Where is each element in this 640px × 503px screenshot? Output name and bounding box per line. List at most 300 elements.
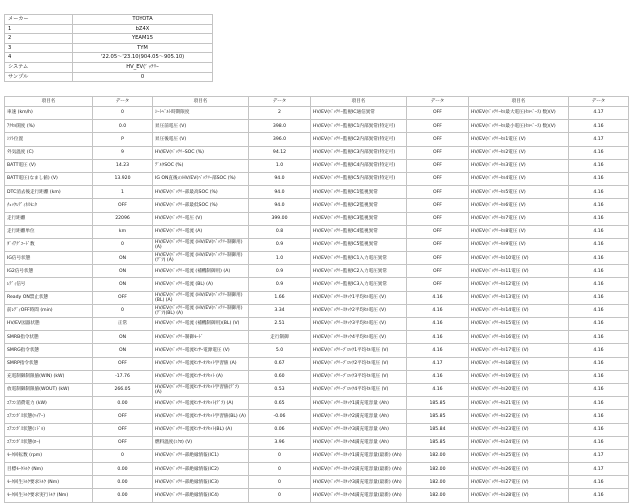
item-value-cell: 0 <box>93 107 153 120</box>
item-value-cell: 4.16 <box>407 291 469 304</box>
item-value-cell: OFF <box>407 120 469 133</box>
item-value-cell: 4.16 <box>569 344 629 357</box>
item-value-cell: 0.00 <box>93 463 153 476</box>
item-value-cell: 4.16 <box>569 278 629 291</box>
item-name-cell: HV/EV(ﾊﾞｯﾃﾘｰｾﾙ7電圧 (V) <box>469 212 569 225</box>
table-row <box>5 291 629 304</box>
item-value-cell: 94.0 <box>249 186 311 199</box>
item-value-cell: 4.16 <box>569 489 629 502</box>
item-name-cell: HV/EV(ﾊﾞｯﾃﾘｰｾﾙ2電圧 (V) <box>469 146 569 159</box>
item-name-cell: HV/EV(ﾊﾞｯﾃﾘｰｾﾙ6電圧 (V) <box>469 199 569 212</box>
item-value-cell: 4.16 <box>407 331 469 344</box>
item-value-cell: 0.00 <box>93 489 153 502</box>
item-name-cell: 燃料温度(ﾐｸﾛ) (V) <box>153 436 249 449</box>
table-row <box>5 212 629 225</box>
item-value-cell: 399.00 <box>249 212 311 225</box>
item-name-cell: HV/EV(ﾊﾞｯﾃﾘｰ電流 (BL) (A) <box>153 278 249 291</box>
diagnostic-data-table <box>4 96 629 503</box>
item-value-cell: 4.17 <box>569 449 629 462</box>
item-name-cell: HV/EV(ﾊﾞｯﾃﾘｰｾﾙ12電圧 (V) <box>469 278 569 291</box>
table-row <box>5 133 629 146</box>
item-value-cell: 4.16 <box>407 318 469 331</box>
item-value-cell: OFF <box>93 423 153 436</box>
item-value-cell: ON <box>93 331 153 344</box>
item-name-cell: HV/EV(ﾊﾞｯﾃﾘｰｾﾙ28電圧 (V) <box>469 489 569 502</box>
vehicle-info-table <box>4 14 213 82</box>
item-name-cell: HV/EV(ﾊﾞｯﾃﾘｰ部最低SOC (%) <box>153 199 249 212</box>
item-value-cell: 0 <box>93 238 153 251</box>
info-row <box>5 24 213 34</box>
item-value-cell: 2 <box>249 107 311 120</box>
info-value: TOYOTA <box>73 15 213 25</box>
item-name-cell: HV/EV(ﾊﾞｯﾃﾘｰｽﾀｯｸ1満充電容量 (Ah) <box>311 397 407 410</box>
item-value-cell: 4.16 <box>569 383 629 396</box>
table-row <box>5 357 629 370</box>
item-name-cell: HV/EV図器状態 <box>5 318 93 331</box>
item-value-cell: 4.16 <box>569 291 629 304</box>
item-value-cell: 94.0 <box>249 172 311 185</box>
item-name-cell: HV/EV(ﾊﾞｯﾃﾘｰ部最高SOC (%) <box>153 186 249 199</box>
item-name-cell: HV/EV(ﾊﾞｯﾃﾘｰｾﾙ26電圧 (V) <box>469 463 569 476</box>
item-value-cell: 4.16 <box>569 476 629 489</box>
item-value-cell: km <box>93 225 153 238</box>
item-value-cell: 94.0 <box>249 199 311 212</box>
item-value-cell: ON <box>93 344 153 357</box>
item-value-cell: 4.16 <box>569 212 629 225</box>
item-value-cell: OFF <box>407 133 469 146</box>
item-name-cell: ｴｱｺﾝｶﾞｽ状態(ﾛｰ) <box>5 436 93 449</box>
item-value-cell: 0 <box>93 449 153 462</box>
item-value-cell: 1.0 <box>249 159 311 172</box>
item-name-cell: HV/EV(ﾊﾞｯﾃﾘｰ電流 (補機制御用)(BL) (V) <box>153 318 249 331</box>
table-row <box>5 107 629 120</box>
item-value-cell: 0.0 <box>93 120 153 133</box>
item-value-cell: 398.0 <box>249 120 311 133</box>
table-row <box>5 265 629 278</box>
item-value-cell: 4.16 <box>569 397 629 410</box>
info-key: メーカー <box>5 15 73 25</box>
item-name-cell: 目標ﾓｰﾀﾄﾙｸ (Nm) <box>5 463 93 476</box>
item-name-cell: ﾁｪｯｸﾚﾃﾞｨﾈｽﾓﾆﾀ <box>5 199 93 212</box>
info-row <box>5 34 213 44</box>
item-value-cell: 4.16 <box>569 225 629 238</box>
table-row <box>5 370 629 383</box>
item-name-cell: HV/EV(ﾊﾞｯﾃﾘｰ電流ｾﾝｻｰｵﾌｾｯﾄ学習値 (A) <box>153 357 249 370</box>
item-name-cell: 放電制御制限値(WOUT) (kW) <box>5 383 93 396</box>
item-value-cell: 182.00 <box>407 476 469 489</box>
item-name-cell: 昇圧後電圧 (V) <box>153 133 249 146</box>
item-value-cell: OFF <box>407 238 469 251</box>
item-value-cell: ON <box>93 265 153 278</box>
item-name-cell: HV/EV(ﾊﾞｯﾃﾘｰｾﾙ23電圧 (V) <box>469 423 569 436</box>
info-row <box>5 15 213 25</box>
item-value-cell: OFF <box>407 186 469 199</box>
item-value-cell: 4.16 <box>569 172 629 185</box>
item-value-cell: OFF <box>407 159 469 172</box>
item-value-cell: 4.16 <box>569 357 629 370</box>
item-value-cell: ON <box>93 252 153 265</box>
item-name-cell: HV/EV(ﾊﾞｯﾃﾘｰｾﾙ22電圧 (V) <box>469 410 569 423</box>
table-row <box>5 318 629 331</box>
item-value-cell: OFF <box>407 212 469 225</box>
item-name-cell: HV/EV(ﾊﾞｯﾃﾘｰ電流ｾﾝｻｰ電源電圧 (V) <box>153 344 249 357</box>
item-name-cell: HV/EV(ﾊﾞｯﾃﾘｰｾﾙ24電圧 (V) <box>469 436 569 449</box>
table-row <box>5 449 629 462</box>
item-name-cell: HV/EV(ﾊﾞｯﾃﾘｰﾌﾞﾛｯｸ2平均ｾﾙ電圧 (V) <box>311 357 407 370</box>
item-name-cell: HV/EV(ﾊﾞｯﾃﾘｰ監視IC4監視異常 <box>311 225 407 238</box>
info-row <box>5 53 213 63</box>
item-value-cell: 0.9 <box>249 238 311 251</box>
item-name-cell: HV/EV(ﾊﾞｯﾃﾘｰｽﾀｯｸ3満充電容量 (Ah) <box>311 423 407 436</box>
table-row <box>5 463 629 476</box>
item-name-cell: HV/EV(ﾊﾞｯﾃﾘｰｾﾙ最小電圧(ｾﾙﾍﾞｰｽ) 数)(V) <box>469 120 569 133</box>
info-key: 2 <box>5 34 73 44</box>
item-name-cell: HV/EV(ﾊﾞｯﾃﾘｰｾﾙ17電圧 (V) <box>469 344 569 357</box>
item-value-cell: 4.16 <box>569 436 629 449</box>
item-name-cell: HV/EV(ﾊﾞｯﾃﾘｰ監視IC2監視異常 <box>311 199 407 212</box>
info-value: '22.05〜'23.10(904.05〜905.10) <box>73 53 213 63</box>
info-value: 0 <box>73 72 213 82</box>
item-value-cell: 4.16 <box>569 120 629 133</box>
info-value: HV_EV(ʼ ｯﾃﾘｰ <box>73 62 213 72</box>
item-value-cell: 4.16 <box>569 252 629 265</box>
item-name-cell: HV/EV(ﾊﾞｯﾃﾘｰSOC (%) <box>153 146 249 159</box>
item-name-cell: HV/EV(ﾊﾞｯﾃﾘｰﾌﾞﾛｯｸ3平均ｾﾙ電圧 (V) <box>311 370 407 383</box>
info-value: TYM <box>73 43 213 53</box>
item-value-cell: 0 <box>93 304 153 317</box>
item-name-cell: HV/EV(ﾊﾞｯﾃﾘｰ電流 (補機制御用) (A) <box>153 265 249 278</box>
item-value-cell: 3.34 <box>249 304 311 317</box>
table-row <box>5 397 629 410</box>
info-row <box>5 72 213 82</box>
item-name-cell: 前ﾚﾃﾞｨOFF時間 (min) <box>5 304 93 317</box>
item-name-cell: HV/EV(ﾊﾞｯﾃﾘｰ監視IC1監視異常 <box>311 186 407 199</box>
item-name-cell: HV/EV(ﾊﾞｯﾃﾘｰｾﾙ20電圧 (V) <box>469 383 569 396</box>
column-header-data: データ <box>569 97 629 107</box>
table-row <box>5 304 629 317</box>
item-value-cell: OFF <box>407 107 469 120</box>
item-value-cell: OFF <box>93 436 153 449</box>
table-row <box>5 225 629 238</box>
item-name-cell: HV/EV(ﾊﾞｯﾃﾘｰｽﾀｯｸ4平均ｾﾙ電圧 (V) <box>311 331 407 344</box>
info-value: YEAM15 <box>73 34 213 44</box>
item-name-cell: HV/EV(ﾊﾞｯﾃﾘｰｽﾀｯｸ2満充電容量(最新) (Ah) <box>311 463 407 476</box>
info-row <box>5 62 213 72</box>
item-name-cell: HV/EV(ﾊﾞｯﾃﾘｰｽﾀｯｸ3満充電容量(最新) (Ah) <box>311 476 407 489</box>
item-name-cell: IG ON直後のHV/EV(ﾊﾞｯﾃﾘｰ部SOC (%) <box>153 172 249 185</box>
item-value-cell: ON <box>93 278 153 291</box>
item-name-cell: HV/EV(ﾊﾞｯﾃﾘｰ部絶縁情報(IC1) <box>153 449 249 462</box>
item-name-cell: 充電制御制限値(WIN) (kW) <box>5 370 93 383</box>
item-value-cell: 4.16 <box>407 383 469 396</box>
item-value-cell: 1.66 <box>249 291 311 304</box>
item-name-cell: HV/EV(ﾊﾞｯﾃﾘｰ監視IC2内部異常(特定可) <box>311 133 407 146</box>
item-name-cell: ｴｱｺﾝ消費電力 (kW) <box>5 397 93 410</box>
vehicle-info-body <box>5 15 213 82</box>
item-name-cell: 走行距離単位 <box>5 225 93 238</box>
item-value-cell: OFF <box>93 410 153 423</box>
table-row <box>5 383 629 396</box>
item-value-cell: 4.16 <box>569 146 629 159</box>
item-name-cell: HV/EV(ﾊﾞｯﾃﾘｰｾﾙ11電圧 (V) <box>469 265 569 278</box>
item-name-cell: HV/EV(ﾊﾞｯﾃﾘｰｾﾙ5電圧 (V) <box>469 186 569 199</box>
item-name-cell: HV/EV(ﾊﾞｯﾃﾘｰ監視IC4内部異常(特定可) <box>311 159 407 172</box>
item-name-cell: HV/EV(ﾊﾞｯﾃﾘｰ電流 (A) <box>153 225 249 238</box>
item-value-cell: 4.16 <box>569 265 629 278</box>
item-name-cell: ﾀﾞｲｱｸﾞｺｰﾄﾞ数 <box>5 238 93 251</box>
item-name-cell: ｱｸｾﾙ開度 (%) <box>5 120 93 133</box>
item-value-cell: OFF <box>407 252 469 265</box>
item-value-cell: 9 <box>93 146 153 159</box>
item-value-cell: OFF <box>407 278 469 291</box>
info-key: システム <box>5 62 73 72</box>
info-value: bZ4X <box>73 24 213 34</box>
item-name-cell: HV/EV(ﾊﾞｯﾃﾘｰｾﾙ最大電圧(ｾﾙﾍﾞｰｽ) 数)(V) <box>469 107 569 120</box>
item-name-cell: 昇圧前電圧 (V) <box>153 120 249 133</box>
item-name-cell: ｼﾌﾄ位置 <box>5 133 93 146</box>
diagnostic-data-body <box>5 107 629 503</box>
item-name-cell: HV/EV(ﾊﾞｯﾃﾘｰ監視IC通信異常 <box>311 107 407 120</box>
item-value-cell: 4.16 <box>569 238 629 251</box>
item-name-cell: BATT電圧 (V) <box>5 159 93 172</box>
item-value-cell: 396.0 <box>249 133 311 146</box>
item-value-cell: 0 <box>249 463 311 476</box>
item-name-cell: HV/EV(ﾊﾞｯﾃﾘｰ監視IC3内部異常(特定可) <box>311 146 407 159</box>
info-key: サンプル <box>5 72 73 82</box>
item-name-cell: ﾓｰﾀ回生ﾄﾙｸ要求ﾄﾙｸ (Nm) <box>5 476 93 489</box>
item-name-cell: HV/EV(ﾊﾞｯﾃﾘｰｾﾙ9電圧 (V) <box>469 238 569 251</box>
item-value-cell: 185.85 <box>407 410 469 423</box>
item-name-cell: BATT電圧(なまし値) (V) <box>5 172 93 185</box>
item-name-cell: HV/EV(ﾊﾞｯﾃﾘｰ部絶縁情報(IC2) <box>153 463 249 476</box>
table-row <box>5 278 629 291</box>
item-value-cell: 0.9 <box>249 265 311 278</box>
table-row <box>5 489 629 502</box>
item-value-cell: 走行制御 <box>249 331 311 344</box>
table-header-row <box>5 97 629 107</box>
item-value-cell: 2.51 <box>249 318 311 331</box>
item-value-cell: 4.16 <box>569 370 629 383</box>
item-value-cell: 182.00 <box>407 449 469 462</box>
item-value-cell: 4.16 <box>569 199 629 212</box>
item-name-cell: HV/EV(ﾊﾞｯﾃﾘｰ部絶縁情報(IC3) <box>153 476 249 489</box>
column-header-data: データ <box>407 97 469 107</box>
item-name-cell: HV/EV(ﾊﾞｯﾃﾘｰｽﾀｯｸ3平均ｾﾙ電圧 (V) <box>311 318 407 331</box>
item-name-cell: HV/EV(ﾊﾞｯﾃﾘｰ電流ｾﾝｻｰｵﾌｾｯﾄ(BL) (A) <box>153 423 249 436</box>
table-row <box>5 172 629 185</box>
item-name-cell: ﾓｰﾀ回転数 (rpm) <box>5 449 93 462</box>
item-value-cell: 4.16 <box>569 331 629 344</box>
item-name-cell: HV/EV(ﾊﾞｯﾃﾘｰｾﾙ1電圧 (V) <box>469 133 569 146</box>
item-name-cell: HV/EV(ﾊﾞｯﾃﾘｰ電流 (HV/EV(ﾊﾞｯﾃﾘｰ制御用)(BL) (A) <box>153 291 249 304</box>
item-value-cell: OFF <box>407 199 469 212</box>
column-header-item: 項目名 <box>153 97 249 107</box>
item-value-cell: OFF <box>93 291 153 304</box>
item-name-cell: HV/EV(ﾊﾞｯﾃﾘｰｾﾙ19電圧 (V) <box>469 370 569 383</box>
item-name-cell: ﾃﾞﾙﾀSOC (%) <box>153 159 249 172</box>
item-value-cell: 3.96 <box>249 436 311 449</box>
item-name-cell: SMRG指令状態 <box>5 344 93 357</box>
item-name-cell: HV/EV(ﾊﾞｯﾃﾘｰｾﾙ8電圧 (V) <box>469 225 569 238</box>
item-value-cell: 4.16 <box>569 304 629 317</box>
item-value-cell: P <box>93 133 153 146</box>
item-name-cell: HV/EV(ﾊﾞｯﾃﾘｰ監視IC3入力電圧異常 <box>311 278 407 291</box>
item-value-cell: 4.17 <box>569 107 629 120</box>
table-row <box>5 120 629 133</box>
item-value-cell: 0.53 <box>249 383 311 396</box>
info-key: 1 <box>5 24 73 34</box>
item-value-cell: 0.9 <box>249 278 311 291</box>
item-name-cell: HV/EV(ﾊﾞｯﾃﾘｰｽﾀｯｸ4満充電容量 (Ah) <box>311 436 407 449</box>
item-value-cell: 4.16 <box>569 410 629 423</box>
item-name-cell: 車速 (km/h) <box>5 107 93 120</box>
table-row <box>5 331 629 344</box>
item-name-cell: HV/EV(ﾊﾞｯﾃﾘｰ監視IC5内部異常(特定可) <box>311 172 407 185</box>
item-value-cell: -17.76 <box>93 370 153 383</box>
item-name-cell: HV/EV(ﾊﾞｯﾃﾘｰ監視IC1内部異常(特定可) <box>311 120 407 133</box>
item-value-cell: 13.920 <box>93 172 153 185</box>
item-value-cell: 4.16 <box>569 318 629 331</box>
item-value-cell: 0.60 <box>249 370 311 383</box>
item-name-cell: HV/EV(ﾊﾞｯﾃﾘｰ電流ｾﾝｻｰｵﾌｾｯﾄ学習値(BL) (A) <box>153 410 249 423</box>
item-value-cell: 185.84 <box>407 423 469 436</box>
item-name-cell: HV/EV(ﾊﾞｯﾃﾘｰｾﾙ4電圧 (V) <box>469 172 569 185</box>
item-name-cell: IG2信号状態 <box>5 265 93 278</box>
item-value-cell: 266.05 <box>93 383 153 396</box>
item-value-cell: 0.00 <box>93 397 153 410</box>
item-name-cell: ﾚﾃﾞｨ信号 <box>5 278 93 291</box>
column-header-item: 項目名 <box>5 97 93 107</box>
info-key: 3 <box>5 43 73 53</box>
item-value-cell: 182.00 <box>407 463 469 476</box>
item-value-cell: 4.17 <box>569 133 629 146</box>
table-row <box>5 252 629 265</box>
item-name-cell: HV/EV(ﾊﾞｯﾃﾘｰ電流ｾﾝｻｰｵﾌｾｯﾄ学習値(ﾃﾞﾌ) (A) <box>153 383 249 396</box>
item-value-cell: 14.23 <box>93 159 153 172</box>
table-row <box>5 186 629 199</box>
item-name-cell: HV/EV(ﾊﾞｯﾃﾘｰｽﾀｯｸ1満充電容量(最新) (Ah) <box>311 449 407 462</box>
column-header-item: 項目名 <box>469 97 569 107</box>
item-name-cell: HV/EV(ﾊﾞｯﾃﾘｰ監視IC2入力電圧異常 <box>311 265 407 278</box>
item-name-cell: HV/EV(ﾊﾞｯﾃﾘｰｾﾙ27電圧 (V) <box>469 476 569 489</box>
item-name-cell: SMRB指令状態 <box>5 331 93 344</box>
item-name-cell: HV/EV(ﾊﾞｯﾃﾘｰｾﾙ25電圧 (V) <box>469 449 569 462</box>
item-value-cell: 4.16 <box>569 423 629 436</box>
item-value-cell: 4.16 <box>407 344 469 357</box>
table-row <box>5 344 629 357</box>
item-name-cell: HV/EV(ﾊﾞｯﾃﾘｰｾﾙ21電圧 (V) <box>469 397 569 410</box>
item-value-cell: 0.8 <box>249 225 311 238</box>
item-name-cell: 走行距離 <box>5 212 93 225</box>
item-value-cell: 182.00 <box>407 489 469 502</box>
table-row <box>5 146 629 159</box>
item-name-cell: HV/EV(ﾊﾞｯﾃﾘｰｾﾙ3電圧 (V) <box>469 159 569 172</box>
item-value-cell: 4.16 <box>569 159 629 172</box>
item-name-cell: 外気温度 (C) <box>5 146 93 159</box>
item-name-cell: HV/EV(ﾊﾞｯﾃﾘｰｾﾙ14電圧 (V) <box>469 304 569 317</box>
table-row <box>5 436 629 449</box>
item-name-cell: HV/EV(ﾊﾞｯﾃﾘｰﾌﾞﾛｯｸ1平均ｾﾙ電圧 (V) <box>311 344 407 357</box>
table-row <box>5 476 629 489</box>
item-name-cell: SMRP指令状態 <box>5 357 93 370</box>
item-value-cell: 1 <box>93 186 153 199</box>
item-name-cell: HV/EV(ﾊﾞｯﾃﾘｰｾﾙ16電圧 (V) <box>469 331 569 344</box>
item-value-cell: 0 <box>249 476 311 489</box>
item-name-cell: HV/EV(ﾊﾞｯﾃﾘｰ電流ｾﾝｻｰｵﾌｾｯﾄ (A) <box>153 370 249 383</box>
item-value-cell: OFF <box>407 225 469 238</box>
item-value-cell: 0.67 <box>249 357 311 370</box>
item-value-cell: OFF <box>93 199 153 212</box>
item-value-cell: OFF <box>93 357 153 370</box>
item-value-cell: 0.65 <box>249 397 311 410</box>
item-value-cell: 185.85 <box>407 397 469 410</box>
item-value-cell: 4.16 <box>569 186 629 199</box>
item-value-cell: 185.85 <box>407 436 469 449</box>
table-row <box>5 159 629 172</box>
item-value-cell: 1.0 <box>249 252 311 265</box>
item-name-cell: HV/EV(ﾊﾞｯﾃﾘｰ電圧 (V) <box>153 212 249 225</box>
item-value-cell: OFF <box>407 265 469 278</box>
item-name-cell: HV/EV(ﾊﾞｯﾃﾘｰｾﾙ15電圧 (V) <box>469 318 569 331</box>
info-row <box>5 43 213 53</box>
info-key: 4 <box>5 53 73 63</box>
item-name-cell: ｴｱｺﾝｶﾞｽ状態(ﾐﾄﾞﾙ) <box>5 423 93 436</box>
item-name-cell: HV/EV(ﾊﾞｯﾃﾘｰｽﾀｯｸ2平均ｾﾙ電圧 (V) <box>311 304 407 317</box>
item-name-cell: HV/EV(ﾊﾞｯﾃﾘｰ監視IC1入力電圧異常 <box>311 252 407 265</box>
item-name-cell: ｴｱｺﾝｶﾞｽ状態(ﾊｲｱｰ) <box>5 410 93 423</box>
item-name-cell: ﾓｰﾀ回生ﾄﾙｸ要求実行ﾄﾙｸ (Nm) <box>5 489 93 502</box>
table-row <box>5 410 629 423</box>
item-value-cell: 0.00 <box>93 476 153 489</box>
item-value-cell: 0 <box>249 489 311 502</box>
item-name-cell: HV/EV(ﾊﾞｯﾃﾘｰ制御ﾓｰﾄﾞ <box>153 331 249 344</box>
item-value-cell: 4.16 <box>407 370 469 383</box>
item-name-cell: HV/EV(ﾊﾞｯﾃﾘｰｽﾀｯｸ1平均ｾﾙ電圧 (V) <box>311 291 407 304</box>
item-name-cell: HV/EV(ﾊﾞｯﾃﾘｰ部絶縁情報(IC4) <box>153 489 249 502</box>
item-value-cell: 4.16 <box>407 304 469 317</box>
item-value-cell: 0.06 <box>249 423 311 436</box>
item-name-cell: HV/EV(ﾊﾞｯﾃﾘｰ電流 (HV/EV(ﾊﾞｯﾃﾘｰ制御用) (A) <box>153 238 249 251</box>
item-value-cell: OFF <box>407 146 469 159</box>
item-name-cell: HV/EV(ﾊﾞｯﾃﾘｰ電流 (HV/EV(ﾊﾞｯﾃﾘｰ制御用)(ﾃﾞﾌ)(BL) (A) <box>153 304 249 317</box>
item-value-cell: 5.0 <box>249 344 311 357</box>
column-header-data: データ <box>249 97 311 107</box>
item-name-cell: HV/EV(ﾊﾞｯﾃﾘｰ電流ｾﾝｻｰｵﾌｾｯﾄ(ﾃﾞﾌ) (A) <box>153 397 249 410</box>
item-value-cell: OFF <box>407 172 469 185</box>
item-value-cell: 22096 <box>93 212 153 225</box>
item-value-cell: 正常 <box>93 318 153 331</box>
item-name-cell: DTC消去後走行距離 (km) <box>5 186 93 199</box>
item-value-cell: 4.17 <box>569 463 629 476</box>
item-name-cell: HV/EV(ﾊﾞｯﾃﾘｰｾﾙ18電圧 (V) <box>469 357 569 370</box>
item-value-cell: 0 <box>249 449 311 462</box>
column-header-item: 項目名 <box>311 97 407 107</box>
item-name-cell: HV/EV(ﾊﾞｯﾃﾘｰ監視IC5監視異常 <box>311 238 407 251</box>
table-row <box>5 238 629 251</box>
item-name-cell: HV/EV(ﾊﾞｯﾃﾘｰﾌﾞﾛｯｸ4平均ｾﾙ電圧 (V) <box>311 383 407 396</box>
item-name-cell: IG信号状態 <box>5 252 93 265</box>
table-row <box>5 423 629 436</box>
item-name-cell: HV/EV(ﾊﾞｯﾃﾘｰｾﾙ10電圧 (V) <box>469 252 569 265</box>
item-name-cell: HV/EV(ﾊﾞｯﾃﾘｰｽﾀｯｸ2満充電容量 (Ah) <box>311 410 407 423</box>
item-name-cell: HV/EV(ﾊﾞｯﾃﾘｰｾﾙ13電圧 (V) <box>469 291 569 304</box>
item-value-cell: -0.06 <box>249 410 311 423</box>
item-name-cell: ｼｰﾄﾍﾞﾙﾄ時期限度 <box>153 107 249 120</box>
item-name-cell: HV/EV(ﾊﾞｯﾃﾘｰ監視IC3監視異常 <box>311 212 407 225</box>
item-name-cell: Ready ON禁止状態 <box>5 291 93 304</box>
item-name-cell: HV/EV(ﾊﾞｯﾃﾘｰｽﾀｯｸ4満充電容量(最新) (Ah) <box>311 489 407 502</box>
table-row <box>5 199 629 212</box>
